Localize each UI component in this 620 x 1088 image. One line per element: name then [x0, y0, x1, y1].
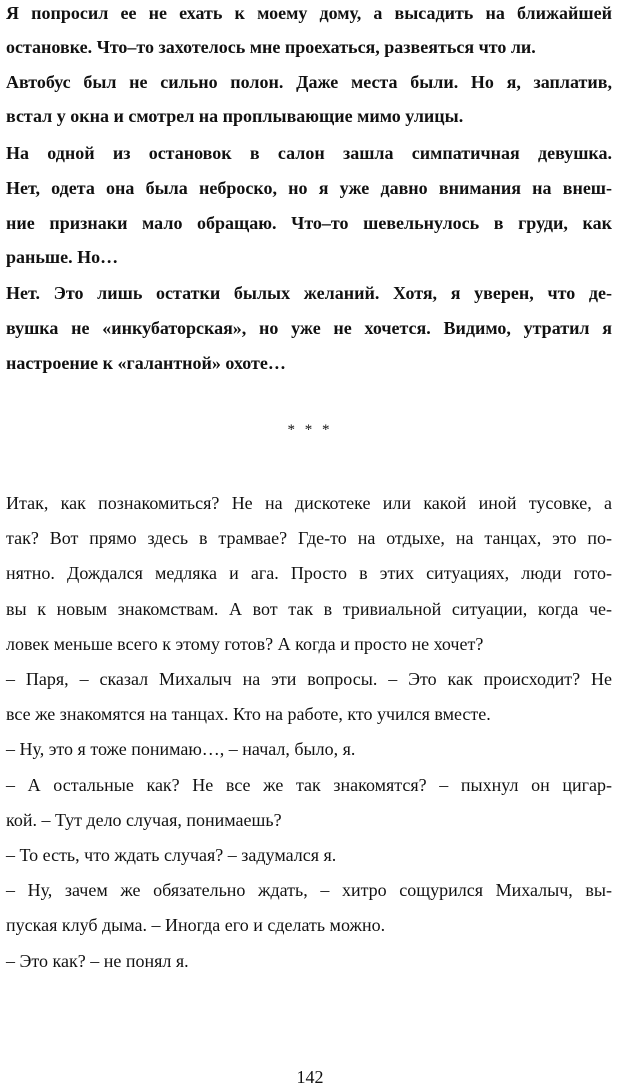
text-line: настроение к «галантной» охоте…: [6, 353, 286, 373]
text-line: так? Вот прямо здесь в трамвае? Где-то на отдыхе, на танцах, это по-: [6, 528, 612, 548]
text-line: – Это как? – не понял я.: [6, 951, 189, 971]
text-line: ловек меньше всего к этому готов? А когда и просто не хочет?: [6, 634, 484, 654]
text-line: кой. – Тут дело случая, понимаешь?: [6, 810, 282, 830]
text-line: Автобус был не сильно полон. Даже места были. Но я, заплатив,: [6, 72, 612, 92]
text-line: Нет, одета она была неброско, но я уже давно внимания на внеш-: [6, 178, 612, 198]
text-line: ние признаки мало обращаю. Что–то шевельнулось в груди, как: [6, 213, 612, 233]
text-line: нятно. Дождался медляка и ага. Просто в этих ситуациях, люди гото-: [6, 563, 612, 583]
text-line: – А остальные как? Не все же так знакомятся? – пыхнул он цигар-: [6, 775, 612, 795]
text-line: остановке. Что–то захотелось мне проехаться, развеяться что ли.: [6, 37, 536, 57]
text-line: вушка не «инкубаторская», но уже не хочется. Видимо, утратил я: [6, 318, 612, 338]
text-line: Нет. Это лишь остатки былых желаний. Хотя, я уверен, что де-: [6, 283, 612, 303]
text-line: Я попросил ее не ехать к моему дому, а высадить на ближайшей: [6, 3, 612, 23]
page-number: 142: [296, 1067, 324, 1087]
text-line: вы к новым знакомствам. А вот так в тривиальной ситуации, когда че-: [6, 599, 612, 619]
text-line: На одной из остановок в салон зашла симпатичная девушка.: [6, 143, 612, 163]
section-separator: * * *: [287, 422, 333, 438]
text-line: – Ну, это я тоже понимаю…, – начал, было, я.: [6, 739, 356, 759]
text-line: встал у окна и смотрел на проплывающие мимо улицы.: [6, 106, 464, 126]
text-line: Итак, как познакомиться? Не на дискотеке или какой иной тусовке, а: [6, 493, 612, 513]
text-line: – Паря, – сказал Михалыч на эти вопросы. – Это как происходит? Не: [6, 669, 612, 689]
text-line: все же знакомятся на танцах. Кто на работе, кто учился вместе.: [6, 704, 491, 724]
text-line: пуская клуб дыма. – Иногда его и сделать можно.: [6, 915, 386, 935]
text-line: – То есть, что ждать случая? – задумался я.: [6, 845, 337, 865]
text-line: раньше. Но…: [6, 247, 119, 267]
text-line: – Ну, зачем же обязательно ждать, – хитро сощурился Михалыч, вы-: [6, 880, 612, 900]
